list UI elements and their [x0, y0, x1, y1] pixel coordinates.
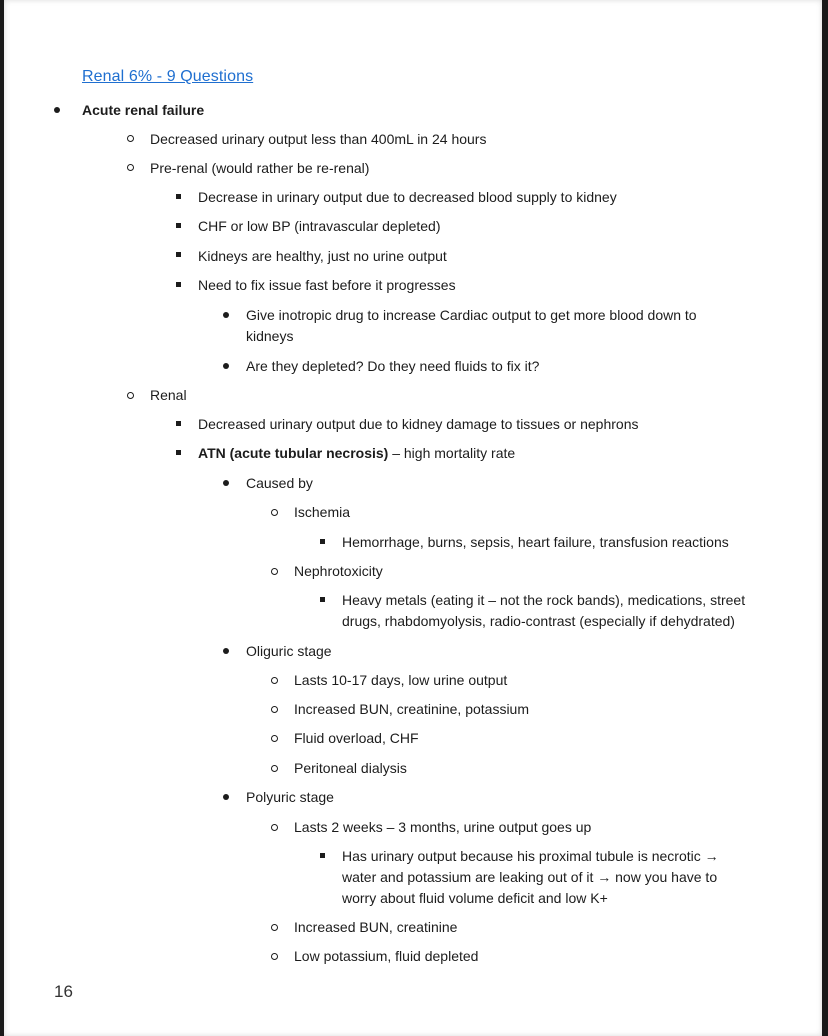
list-item: Lasts 10-17 days, low urine output — [294, 672, 508, 688]
bullet-circle-icon — [271, 677, 278, 684]
list-item: Decreased urinary output less than 400mL in 24 hours — [150, 131, 487, 147]
bullet-square-icon — [176, 450, 181, 455]
list-item-line: Heavy metals (eating it – not the rock bands), medications, street — [342, 592, 746, 608]
list-item-polyuric-stage: Polyuric stage — [246, 789, 334, 805]
list-item-line: Has urinary output because his proximal tubule is necrotic → — [342, 848, 719, 864]
list-item-acute-renal-failure: Acute renal failure — [82, 102, 205, 118]
page-number: 16 — [54, 982, 73, 1001]
bullet-square-icon — [176, 194, 181, 199]
list-item: Kidneys are healthy, just no urine output — [198, 248, 447, 264]
bullet-circle-icon — [271, 924, 278, 931]
list-item: Decreased urinary output due to kidney damage to tissues or nephrons — [198, 416, 639, 432]
bullet-circle-icon — [127, 392, 134, 399]
bullet-dot-icon — [223, 363, 229, 369]
bullet-circle-icon — [271, 735, 278, 742]
section-heading-link[interactable]: Renal 6% - 9 Questions — [82, 68, 254, 85]
bullet-circle-icon — [127, 164, 134, 171]
bullet-dot-icon — [223, 794, 229, 800]
list-item: Fluid overload, CHF — [294, 730, 419, 746]
document-page — [4, 0, 822, 1036]
bullet-square-icon — [176, 282, 181, 287]
bullet-circle-icon — [271, 706, 278, 713]
list-item: Peritoneal dialysis — [294, 760, 407, 776]
bullet-circle-icon — [271, 765, 278, 772]
bullet-circle-icon — [127, 135, 134, 142]
list-item-renal: Renal — [150, 387, 187, 403]
list-item: Increased BUN, creatinine — [294, 919, 458, 935]
list-item-nephrotoxicity: Nephrotoxicity — [294, 563, 383, 579]
atn-bold-text: ATN (acute tubular necrosis) — [198, 445, 389, 461]
list-item-line: worry about fluid volume deficit and low K+ — [342, 890, 608, 906]
list-item: Are they depleted? Do they need fluids to fix it? — [246, 358, 540, 374]
bullet-square-icon — [320, 539, 325, 544]
bullet-dot-icon — [54, 107, 60, 113]
list-item-line: water and potassium are leaking out of it → now you have to — [342, 869, 718, 885]
list-item: Low potassium, fluid depleted — [294, 948, 479, 964]
list-item-oliguric-stage: Oliguric stage — [246, 643, 332, 659]
bullet-square-icon — [320, 853, 325, 858]
atn-rest-text: – high mortality rate — [388, 445, 516, 461]
list-item: CHF or low BP (intravascular depleted) — [198, 218, 441, 234]
bullet-circle-icon — [271, 509, 278, 516]
bullet-dot-icon — [223, 480, 229, 486]
bullet-circle-icon — [271, 824, 278, 831]
bullet-dot-icon — [223, 648, 229, 654]
list-item-line: kidneys — [246, 328, 294, 344]
bullet-circle-icon — [271, 568, 278, 575]
list-item: Increased BUN, creatinine, potassium — [294, 701, 529, 717]
list-item-ischemia: Ischemia — [294, 504, 351, 520]
bullet-square-icon — [176, 252, 181, 257]
list-item: Hemorrhage, burns, sepsis, heart failure, transfusion reactions — [342, 534, 729, 550]
bullet-circle-icon — [271, 953, 278, 960]
bullet-square-icon — [176, 421, 181, 426]
list-item-atn — [198, 443, 515, 464]
list-item-line: Give inotropic drug to increase Cardiac output to get more blood down to — [246, 307, 697, 323]
list-item: Need to fix issue fast before it progresses — [198, 277, 456, 293]
list-item-pre-renal: Pre-renal (would rather be re-renal) — [150, 160, 370, 176]
list-item: Lasts 2 weeks – 3 months, urine output goes up — [294, 819, 592, 835]
list-item-caused-by: Caused by — [246, 475, 313, 491]
list-item-line: drugs, rhabdomyolysis, radio-contrast (especially if dehydrated) — [342, 613, 735, 629]
bullet-dot-icon — [223, 312, 229, 318]
bullet-square-icon — [176, 223, 181, 228]
list-item: Decrease in urinary output due to decreased blood supply to kidney — [198, 189, 617, 205]
bullet-square-icon — [320, 597, 325, 602]
